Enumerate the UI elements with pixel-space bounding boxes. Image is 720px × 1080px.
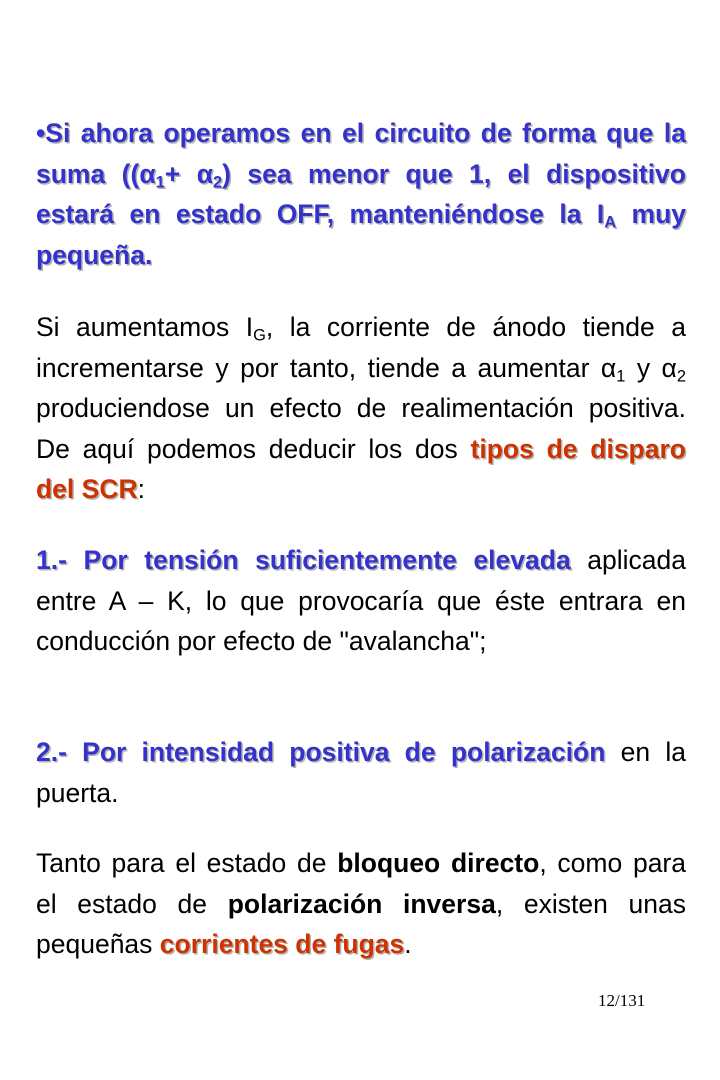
page-number: 12/131 (598, 991, 646, 1010)
p2-text-3: y (625, 352, 662, 383)
p2-text-4: produciendose un efecto de realimentación positiva. De aquí podemos deducir los dos (36, 393, 686, 464)
paragraph-trigger-gate (36, 732, 686, 813)
highlight-leakage-currents: corrientes de fugas (159, 929, 405, 959)
highlight-trigger-1: 1.- Por tensión suficientemente elevada (36, 545, 571, 575)
p1-text-1: Si ahora operamos en el circuito de forma que la suma (( (36, 118, 686, 189)
p4-text: en la puerta. (36, 737, 686, 808)
alpha2-subscript: 2 (212, 173, 223, 192)
ig-subscript: G (253, 326, 266, 345)
p2-text-1: Si aumentamos I (36, 312, 254, 342)
bold-reverse-bias: polarización inversa (227, 888, 496, 919)
p1-text-2: + (164, 158, 197, 189)
alpha-symbol: α (139, 158, 156, 189)
p5-text-2: , como para el estado de (36, 848, 686, 919)
p5-text-4: . (404, 929, 412, 959)
p5-text-3: , existen unas pequeñas (36, 888, 686, 959)
bullet-symbol: • (36, 118, 46, 148)
p3-text: aplicada entre A – K, lo que provocaría que éste entrara en conducción por efecto de "avalancha"; (36, 545, 686, 656)
bold-forward-blocking: bloqueo directo (337, 848, 540, 878)
highlight-trigger-2: 2.- Por intensidad positiva de polarización (36, 737, 606, 767)
alpha-symbol: α (661, 352, 677, 383)
p5-text-1: Tanto para el estado de (36, 848, 338, 878)
ia-subscript: A (604, 213, 617, 232)
paragraph-leakage-currents (36, 843, 686, 965)
bullet-paragraph-off-state (36, 113, 686, 275)
paragraph-gate-current (36, 307, 686, 510)
alpha-symbol: α (196, 158, 213, 189)
p1-text-3: ) sea menor que 1, el dispositivo estará en estado OFF, manteniéndose la I (36, 158, 686, 229)
p2-text-2: , la corriente de ánodo tiende a incrementarse y por tanto, tiende a aumentar (36, 312, 686, 383)
alpha1-subscript: 1 (616, 367, 626, 386)
alpha1-subscript: 1 (155, 173, 165, 192)
highlight-trigger-types: tipos de disparo del SCR (36, 433, 686, 504)
alpha2-subscript: 2 (676, 367, 687, 386)
p1-text-4: muy pequeña. (36, 199, 686, 270)
alpha-symbol: α (600, 352, 617, 383)
paragraph-trigger-voltage (36, 540, 686, 662)
p2-text-5: : (137, 474, 145, 504)
